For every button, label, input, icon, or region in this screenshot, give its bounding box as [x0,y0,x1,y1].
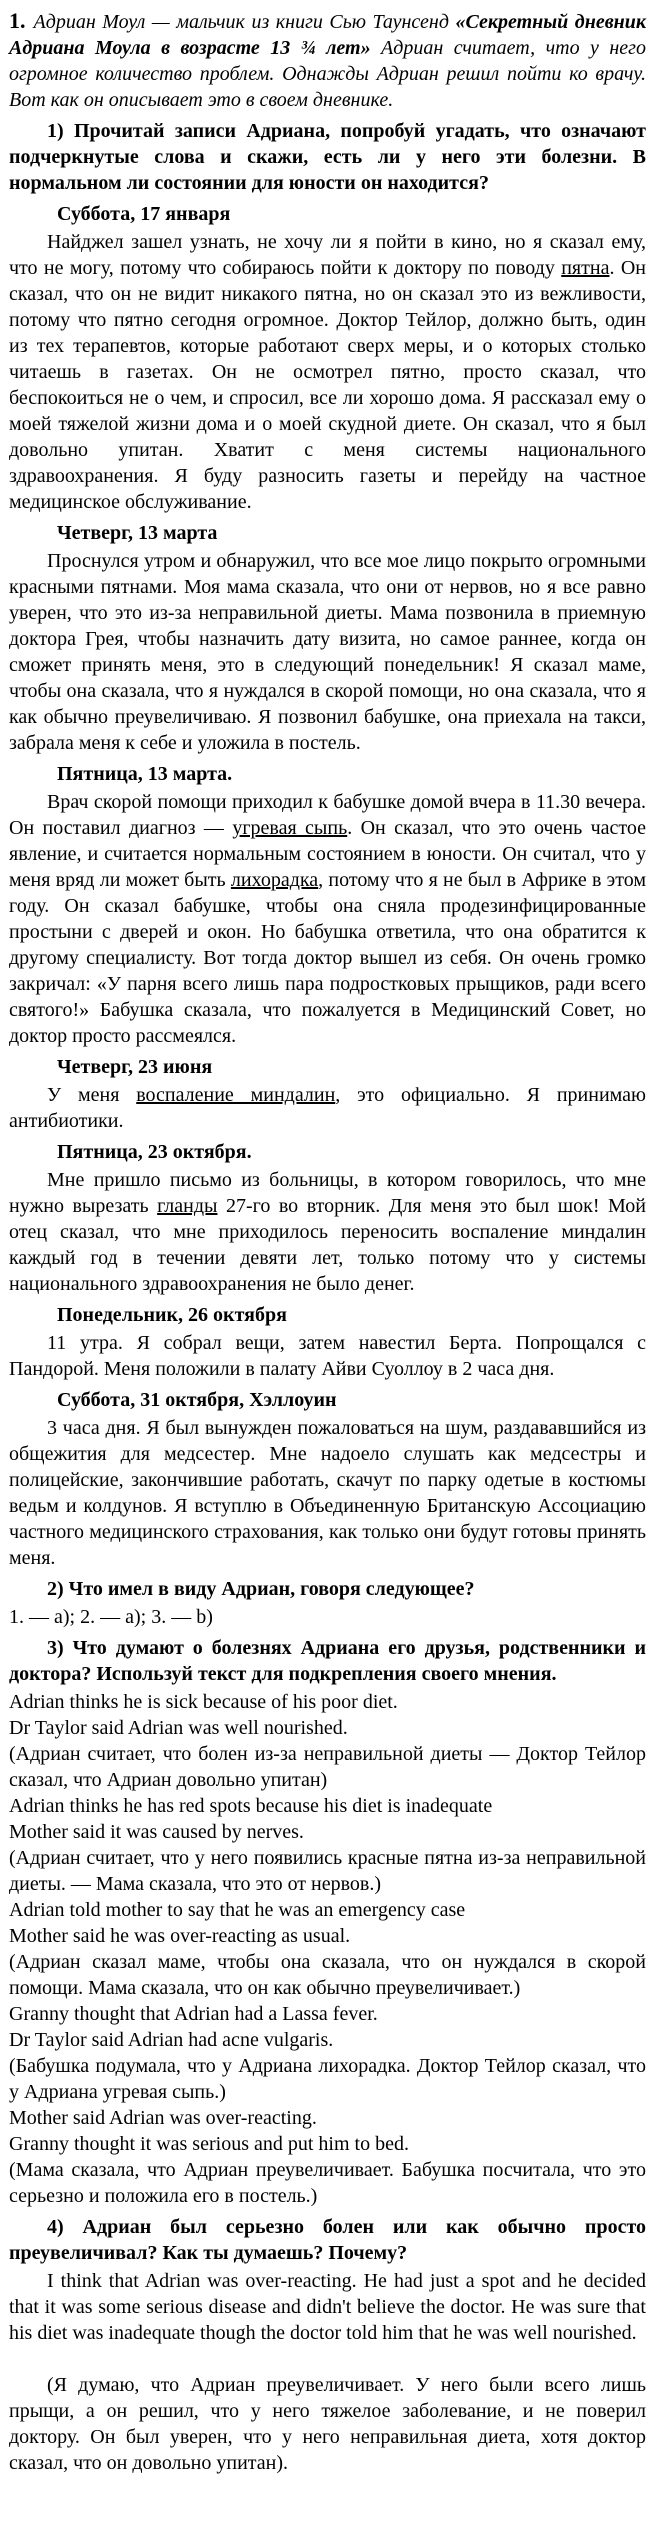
text-segment: У меня [47,1084,137,1106]
task3-translation-1: (Адриан считает, что болен из-за неправильной диеты — Доктор Тейлор сказал, что Адриан довольно упитан) [9,1743,646,1791]
text-segment: Проснулся утром и обнаружил, что все мое лицо покрыто огромными красными пятнами. Моя мама сказала, что они от нервов, но я все равно уверен, что это из-за неправильной диеты. Мама позвонила в приемную доктора Грея, чтобы назначить дату визита, но самое раннее, когда он сможет принять меня, это в следующий понедельник! Я сказал маме, чтобы она сказала, что я нуждался в скорой помощи, но она сказала, что я как обычно преувеличиваю. Я позвонил бабушке, она приехала на такси, забрала меня к себе и уложила в постель. [9,550,646,754]
diary-date-1: Суббота, 17 января [57,203,231,225]
task4-answer-english: I think that Adrian was over-reacting. He had just a spot and he decided that it was some serious disease and didn't believe the doctor. He was sure that his diet was inadequate though the doctor told him that he was well nourished. [9,2270,646,2344]
diary-entry-2 [9,548,646,756]
task3-translation-3: (Адриан сказал маме, чтобы она сказала, что он нуждался в скорой помощи. Мама сказала, что он как обычно преувеличивает.) [9,1951,646,1999]
text-segment: . Он сказал, что он не видит никакого пятна, но он сказал это из вежливости, потому что пятно сегодня огромное. Доктор Тейлор, должно быть, один из тех терапевтов, которые работают сверх меры, и о которых столько читаешь в газетах. Он не осмотрел пятно, просто сказал, что беспокоиться не о чем, и спросил, все ли хорошо дома. Я рассказал ему о моей тяжелой жизни дома и о моей скудной диете. Он сказал, что я был довольно упитан. Хватит с меня системы национального здравоохранения. Я буду разносить газеты и перейду на частное медицинское обслуживание. [9,257,646,513]
task3-statement-8: Dr Taylor said Adrian had acne vulgaris. [9,2029,334,2051]
task3-translation-4: (Бабушка подумала, что у Адриана лихорадка. Доктор Тейлор сказал, что у Адриана угревая сыпь.) [9,2055,646,2103]
text-segment: Найджел зашел узнать, не хочу ли я пойти в кино, но я сказал ему, что не могу, потому что собираюсь пойти к доктору по поводу [9,231,646,279]
text-segment: Адриан Моул — мальчик из книги Сью Таунсенд [33,11,456,33]
task3-translation-5: (Мама сказала, что Адриан преувеличивает. Бабушка посчитала, что это серьезно и положила его в постель.) [9,2159,646,2207]
underlined-term: пятна [561,257,610,279]
task1-heading: 1) Прочитай записи Адриана, попробуй угадать, что означают подчеркнутые слова и скажи, есть ли у него эти болезни. В нормальном ли состоянии для юности он находится? [9,120,646,194]
text-segment: Адриан считает, что у него огромное количество проблем. Однажды Адриан решил пойти ко врачу. Вот как он описывает это в своем дневнике. [9,37,646,111]
exercise-number: 1. [9,8,26,33]
text-segment: 3 часа дня. Я был вынужден пожаловаться на шум, раздававшийся из общежития для медсестер. Мне надоело слушать как медсестры и полицейские, закончившие работать, скачут по парку одетые в костюмы ведьм и колдунов. Я вступлю в Объединенную Британскую Ассоциацию частного медицинского страхования, как только они будут готовы принять меня. [9,1417,646,1569]
diary-date-7: Суббота, 31 октября, Хэллоуин [57,1389,337,1411]
task2-heading: 2) Что имел в виду Адриан, говоря следующее? [47,1578,475,1600]
task4-answer-russian: (Я думаю, что Адриан преувеличивает. У него были всего лишь прыщи, а он решил, что у него тяжелое заболевание, и не поверил доктору. Он был уверен, что у него неправильная диета, хотя доктор сказал, что он довольно упитан). [9,2374,646,2474]
task3-statement-1: Adrian thinks he is sick because of his poor diet. [9,1691,398,1713]
text-segment: , это официально. Я принимаю антибиотики. [9,1084,646,1132]
underlined-term: воспаление миндалин [136,1084,336,1106]
diary-entry-4 [9,1082,646,1134]
task4-heading: 4) Адриан был серьезно болен или как обычно просто преувеличивал? Как ты думаешь? Почему? [9,2216,646,2264]
text-segment: 27-го во вторник. Для меня это был шок! Мой отец сказал, что мне приходилось переносить воспаление миндалин каждый год в течении девяти лет, только потому что у системы национального здравоохранения не было денег. [9,1195,646,1295]
task2-answer-key: 1. — a); 2. — a); 3. — b) [9,1606,213,1628]
diary-entry-1 [9,229,646,515]
task3-statement-4: Mother said it was caused by nerves. [9,1821,304,1843]
diary-date-4: Четверг, 23 июня [57,1056,213,1078]
task3-statement-7: Granny thought that Adrian had a Lassa fever. [9,2003,378,2025]
task3-statement-2: Dr Taylor said Adrian was well nourished. [9,1717,348,1739]
text-segment: Мне пришло письмо из больницы, в котором говорилось, что мне нужно вырезать [9,1169,646,1217]
diary-entry-3 [9,789,646,1049]
text-segment: «Секретный дневник Адриана Моула в возрасте 13 ¾ лет» [9,11,647,59]
diary-entry-5 [9,1167,646,1297]
diary-entry-6 [9,1330,646,1382]
underlined-term: угревая сыпь [232,817,348,839]
exercise-intro [9,8,646,113]
text-segment: . Он сказал, что это очень частое явление, и считается нормальным состоянием в юности. Он считал, что у меня вряд ли может быть [9,817,647,891]
task3-heading: 3) Что думают о болезнях Адриана его друзья, родственники и доктора? Используй текст для подкрепления своего мнения. [9,1637,646,1685]
underlined-term: лихорадка [230,869,319,891]
diary-date-6: Понедельник, 26 октября [57,1304,287,1326]
task3-statement-9: Mother said Adrian was over-reacting. [9,2107,317,2129]
task3-translation-2: (Адриан считает, что у него появились красные пятна из-за неправильной диеты. — Мама сказала, что это от нервов.) [9,1847,646,1895]
diary-date-2: Четверг, 13 марта [57,522,218,544]
task3-statement-3: Adrian thinks he has red spots because his diet is inadequate [9,1795,493,1817]
task3-statement-6: Mother said he was over-reacting as usual. [9,1925,351,1947]
task3-statement-5: Adrian told mother to say that he was an emergency case [9,1899,466,1921]
text-segment: Врач скорой помощи приходил к бабушке домой вчера в 11.30 вечера. Он поставил диагноз — [9,791,646,839]
intro-text [9,11,646,111]
text-segment: , потому что я не был в Африке в этом году. Он сказал бабушке, чтобы она сняла продезинфицированные простыни с дверей и окон. Но бабушка ответила, что она обратится к другому специалисту. Вот тогда доктор вышел из себя. Он очень громко закричал: «У парня всего лишь пара подростковых прыщиков, ради всего святого!» Бабушка сказала, что пожалуется в Медицинский Совет, но доктор просто рассмеялся. [9,869,647,1047]
diary-date-5: Пятница, 23 октября. [57,1141,252,1163]
diary-date-3: Пятница, 13 марта. [57,763,233,785]
task3-statement-10: Granny thought it was serious and put him to bed. [9,2133,409,2155]
diary-entry-7 [9,1415,646,1571]
text-segment: 11 утра. Я собрал вещи, затем навестил Берта. Попрощался с Пандорой. Меня положили в палату Айви Суоллоу в 2 часа дня. [9,1332,646,1380]
underlined-term: гланды [157,1195,218,1217]
